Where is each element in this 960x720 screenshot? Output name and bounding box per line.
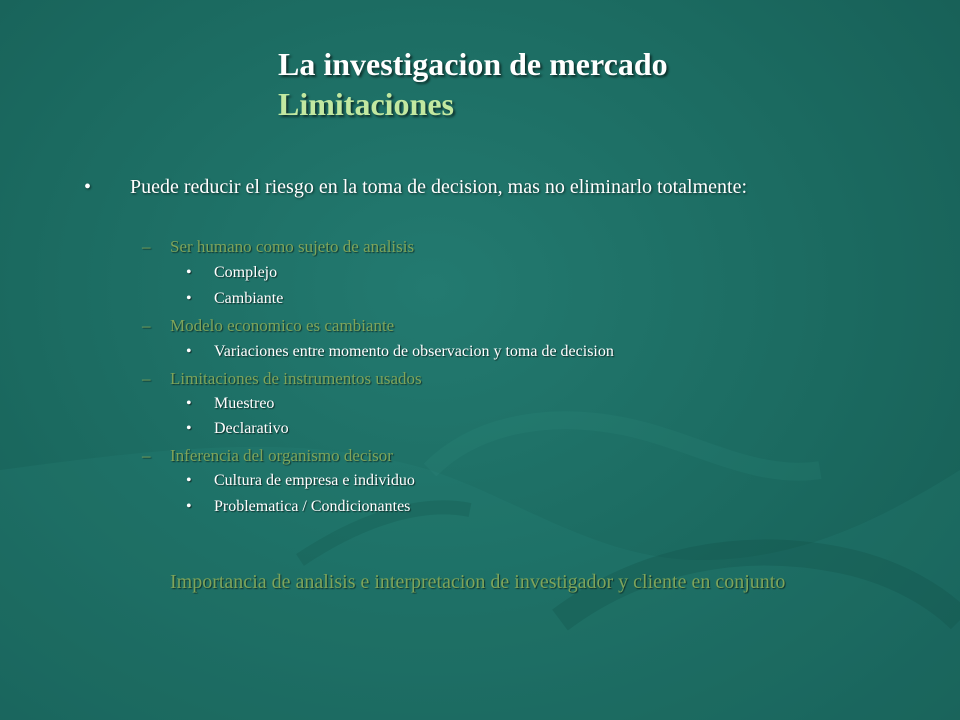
section-heading-text: Inferencia del organismo decisor	[170, 446, 393, 465]
dash-icon: –	[142, 369, 151, 388]
section-heading-text: Limitaciones de instrumentos usados	[170, 369, 422, 388]
list-item-text: Cultura de empresa e individuo	[214, 472, 415, 489]
closing-statement: Importancia de analisis e interpretacion de investigador y cliente en conjunto	[170, 571, 786, 593]
dash-icon: –	[142, 446, 151, 465]
bullet-icon: •	[186, 498, 192, 515]
bullet-icon: •	[186, 395, 192, 412]
bullet-icon: •	[186, 472, 192, 489]
dash-icon: –	[142, 237, 151, 256]
list-item-text: Declarativo	[214, 420, 289, 437]
section-heading-text: Ser humano como sujeto de analisis	[170, 237, 415, 256]
list-item-text: Problematica / Condicionantes	[214, 498, 411, 515]
list-item-text: Variaciones entre momento de observacion y toma de decision	[214, 343, 614, 360]
bullet-icon: •	[186, 343, 192, 360]
slide-title	[278, 44, 918, 124]
dash-icon: –	[142, 316, 151, 335]
title-line: La investigacion de mercado	[278, 46, 668, 82]
subtitle-line: Limitaciones	[278, 86, 454, 122]
bullet-icon: •	[186, 420, 192, 437]
bullet-icon: •	[186, 290, 192, 307]
list-item-text: Cambiante	[214, 290, 284, 307]
section-heading-text: Modelo economico es cambiante	[170, 316, 395, 335]
list-item-text: Complejo	[214, 264, 278, 281]
list-item-text: Muestreo	[214, 395, 275, 412]
bullet-icon: •	[84, 176, 92, 198]
main-bullet-text: Puede reducir el riesgo en la toma de decision, mas no eliminarlo totalmente:	[130, 176, 748, 198]
bullet-icon: •	[186, 264, 192, 281]
